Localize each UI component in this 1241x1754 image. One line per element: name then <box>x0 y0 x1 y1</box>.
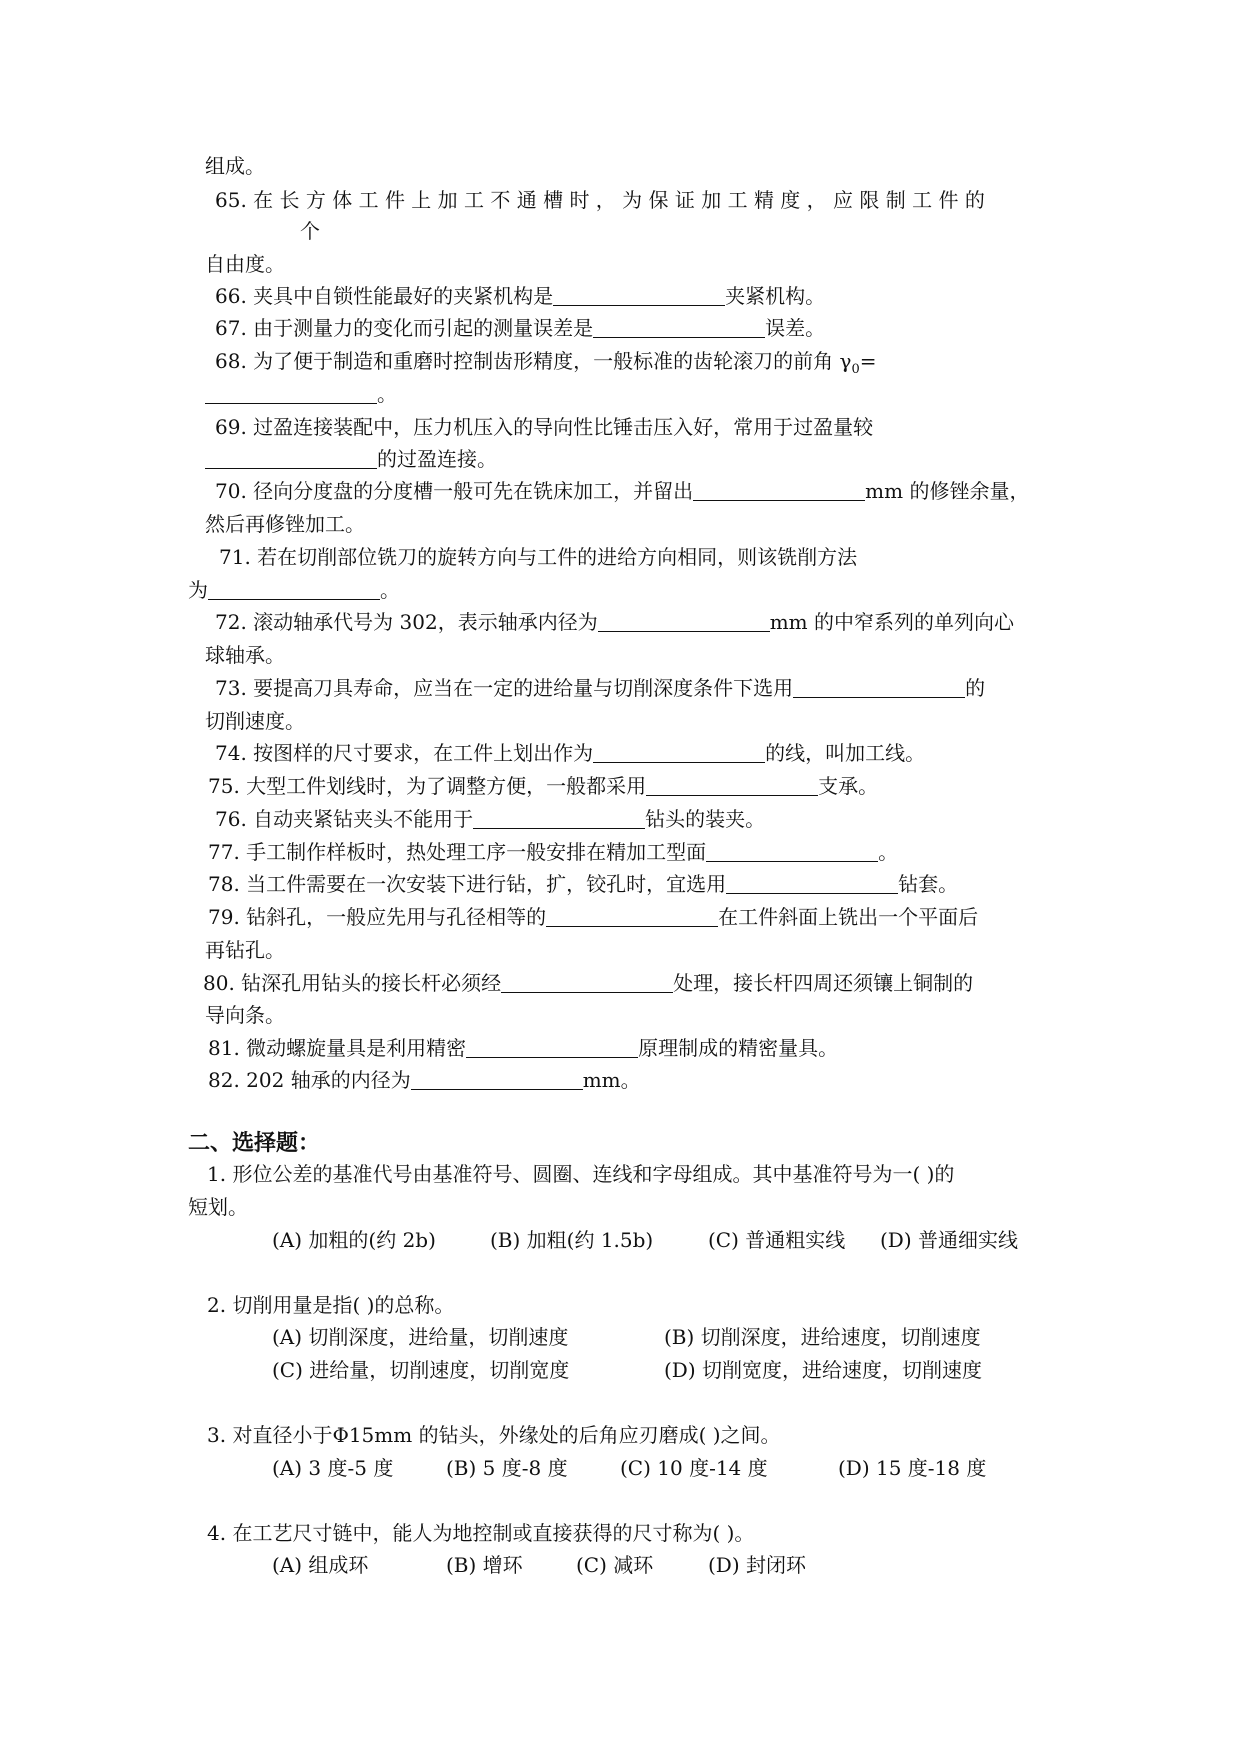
question-79-cont: 再钻孔。 <box>205 938 285 962</box>
choice-question-4: 4. 在工艺尺寸链中，能人为地控制或直接获得的尺寸称为( )。 <box>207 1521 755 1545</box>
option-d[interactable]: (D) 15 度-18 度 <box>838 1456 987 1480</box>
question-80: 80. 钻深孔用钻头的接长杆必须经 处理，接长杆四周还须镶上铜制的 <box>203 971 974 995</box>
option-d[interactable]: (D) 切削宽度，进给速度，切削速度 <box>664 1358 982 1382</box>
option-b[interactable]: (B) 加粗(约 1.5b) <box>490 1228 654 1252</box>
option-b[interactable]: (B) 切削深度，进给速度，切削速度 <box>664 1325 981 1349</box>
question-73: 73. 要提高刀具寿命，应当在一定的进给量与切削深度条件下选用 的 <box>215 676 986 700</box>
choice-question-1: 1. 形位公差的基准代号由基准符号、圆圈、连线和字母组成。其中基准符号为一( )的 <box>207 1162 955 1186</box>
question-70: 70. 径向分度盘的分度槽一般可先在铣床加工，并留出 mm 的修锉余量， <box>215 479 1030 503</box>
question-72-cont: 球轴承。 <box>205 643 285 667</box>
choice-question-1-cont: 短划。 <box>188 1195 248 1219</box>
option-a[interactable]: (A) 切削深度，进给量，切削速度 <box>272 1325 569 1349</box>
answer-blank[interactable] <box>501 972 673 993</box>
answer-blank[interactable] <box>208 579 380 600</box>
question-76: 76. 自动夹紧钻夹头不能用于 钻头的装夹。 <box>215 807 766 831</box>
answer-blank[interactable] <box>553 285 725 306</box>
answer-blank[interactable] <box>706 841 878 862</box>
question-70-cont: 然后再修锉加工。 <box>205 512 365 536</box>
question-82: 82. 202 轴承的内径为 mm。 <box>208 1068 641 1092</box>
question-75: 75. 大型工件划线时，为了调整方便，一般都采用 支承。 <box>208 774 879 798</box>
question-68: 68. 为了便于制造和重磨时控制齿形精度，一般标准的齿轮滚刀的前角 $\gamma_0=$ <box>215 349 877 377</box>
question-67: 67. 由于测量力的变化而引起的测量误差是 误差。 <box>215 316 826 340</box>
question-72: 72. 滚动轴承代号为 302，表示轴承内径为 mm 的中窄系列的单列向心 <box>215 610 1014 634</box>
option-d[interactable]: (D) 封闭环 <box>708 1553 806 1577</box>
answer-blank[interactable] <box>646 775 818 796</box>
answer-blank[interactable] <box>693 480 865 501</box>
answer-blank[interactable] <box>466 1037 638 1058</box>
option-c[interactable]: (C) 普通粗实线 <box>708 1228 846 1252</box>
answer-blank[interactable] <box>793 677 965 698</box>
answer-blank[interactable] <box>205 448 377 469</box>
question-69: 69. 过盈连接装配中，压力机压入的导向性比锤击压入好，常用于过盈量较 <box>215 415 874 439</box>
question-65: 65. 在 长 方 体 工 件 上 加 工 不 通 槽 时 ， 为 保 证 加 工 精 度 ， 应 限 制 工 件 的 <box>215 188 985 212</box>
option-c[interactable]: (C) 减环 <box>576 1553 654 1577</box>
question-77: 77. 手工制作样板时，热处理工序一般安排在精加工型面 。 <box>208 840 899 864</box>
question-69-cont: 的过盈连接。 <box>205 445 497 473</box>
question-79: 79. 钻斜孔，一般应先用与孔径相等的 在工件斜面上铣出一个平面后 <box>208 905 979 929</box>
question-68-cont: 。 <box>205 380 397 408</box>
answer-blank[interactable] <box>598 611 770 632</box>
question-66: 66. 夹具中自锁性能最好的夹紧机构是 夹紧机构。 <box>215 284 826 308</box>
option-a[interactable]: (A) 3 度-5 度 <box>272 1456 394 1480</box>
text-line: 组成。 <box>205 154 265 178</box>
question-78: 78. 当工件需要在一次安装下进行钻，扩，铰孔时，宜选用 钻套。 <box>208 872 959 896</box>
answer-blank[interactable] <box>593 742 765 763</box>
answer-blank[interactable] <box>546 906 718 927</box>
section-heading: 二、选择题： <box>188 1131 321 1156</box>
question-80-cont: 导向条。 <box>205 1003 285 1027</box>
question-65-cont: 自由度。 <box>205 252 285 276</box>
question-71-cont: 为 。 <box>188 578 400 602</box>
question-71: 71. 若在切削部位铣刀的旋转方向与工件的进给方向相同，则该铣削方法 <box>219 545 858 569</box>
answer-blank[interactable] <box>411 1069 583 1090</box>
option-c[interactable]: (C) 进给量，切削速度，切削宽度 <box>272 1358 570 1382</box>
question-65-cont: 个 <box>300 219 320 243</box>
answer-blank[interactable] <box>473 808 645 829</box>
choice-question-2: 2. 切削用量是指( )的总称。 <box>207 1293 455 1317</box>
question-74: 74. 按图样的尺寸要求，在工件上划出作为 的线，叫加工线。 <box>215 741 926 765</box>
answer-blank[interactable] <box>205 383 377 404</box>
question-73-cont: 切削速度。 <box>205 709 305 733</box>
option-b[interactable]: (B) 增环 <box>446 1553 523 1577</box>
answer-blank[interactable] <box>593 317 765 338</box>
option-a[interactable]: (A) 组成环 <box>272 1553 369 1577</box>
option-a[interactable]: (A) 加粗的(约 2b) <box>272 1228 436 1252</box>
option-b[interactable]: (B) 5 度-8 度 <box>446 1456 568 1480</box>
answer-blank[interactable] <box>726 873 898 894</box>
question-81: 81. 微动螺旋量具是利用精密 原理制成的精密量具。 <box>208 1036 839 1060</box>
choice-question-3: 3. 对直径小于Φ15mm 的钻头，外缘处的后角应刃磨成( )之间。 <box>207 1423 781 1447</box>
option-d[interactable]: (D) 普通细实线 <box>880 1228 1018 1252</box>
option-c[interactable]: (C) 10 度-14 度 <box>620 1456 768 1480</box>
